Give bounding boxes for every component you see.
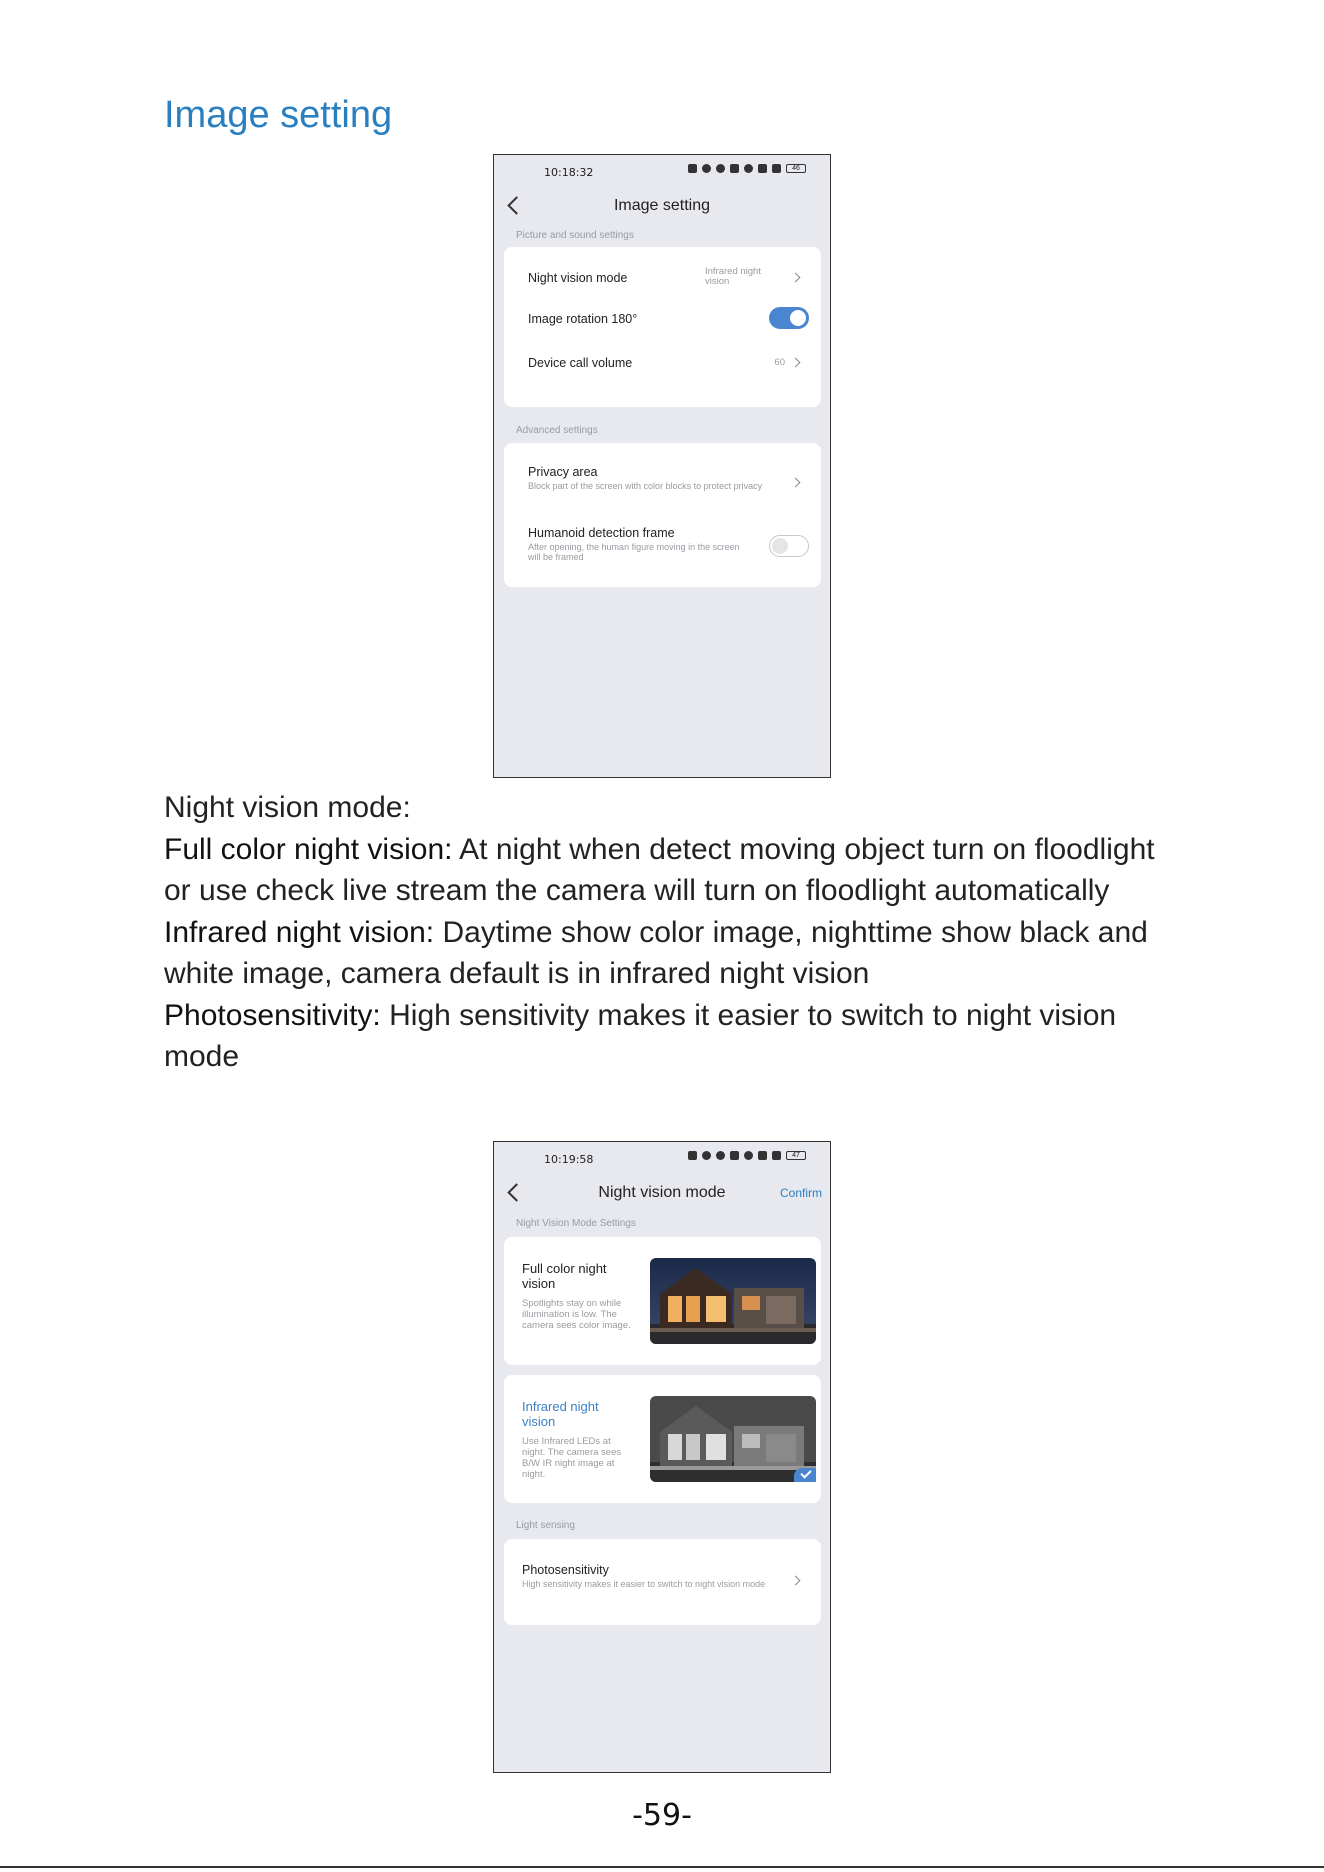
term: Full color night vision: [164, 832, 453, 866]
vibrate-icon [716, 164, 725, 173]
row-night-vision-mode[interactable] [504, 263, 821, 293]
option-infrared[interactable] [504, 1375, 821, 1503]
nav-bar [494, 189, 830, 225]
row-device-call-volume[interactable] [504, 351, 821, 381]
row-label: Image rotation 180° [528, 312, 638, 326]
body-heading: Night vision mode: [164, 791, 411, 824]
status-bar [494, 1142, 830, 1172]
humanoid-detection-toggle[interactable] [769, 535, 809, 557]
row-subtitle: After opening, the human figure moving in the screen will be framed [528, 542, 740, 562]
status-icons [688, 1151, 806, 1160]
chevron-right-icon [791, 1576, 801, 1586]
row-image-rotation [504, 307, 821, 337]
chevron-right-icon [791, 358, 801, 368]
section-label-picture-sound: Picture and sound settings [516, 230, 634, 241]
status-time: 10:19:58 [544, 1153, 594, 1166]
term: Infrared night vision: [164, 915, 435, 949]
chevron-right-icon [791, 273, 801, 283]
row-label: Device call volume [528, 356, 633, 370]
option-description: Spotlights stay on while illumination is low. The camera sees color image. [522, 1298, 631, 1331]
alarm-icon [702, 164, 711, 173]
battery-icon: 46 [786, 164, 806, 173]
nav-bar [494, 1176, 830, 1212]
page-title: Image setting [164, 94, 393, 136]
status-time: 10:18:32 [544, 166, 594, 179]
alarm-icon [702, 1151, 711, 1160]
option-full-color[interactable] [504, 1237, 821, 1365]
definition: Daytime show color image, nighttime show black and white image, camera default is in infrared night vision [164, 915, 1148, 990]
toggle-knob [772, 538, 788, 554]
advanced-settings-card [504, 443, 821, 587]
battery-icon: 47 [786, 1151, 806, 1160]
speed-icon [730, 164, 739, 173]
screen-title: Image setting [613, 197, 711, 214]
image-rotation-toggle[interactable] [769, 307, 809, 329]
bottom-rule [0, 1866, 1324, 1868]
toggle-knob [790, 310, 806, 326]
hd-icon [758, 1151, 767, 1160]
infrared-house-image [650, 1396, 816, 1482]
hd-icon [758, 164, 767, 173]
definition: High sensitivity makes it easier to switch to night vision mode [164, 998, 1117, 1073]
confirm-button[interactable]: Confirm [779, 1186, 822, 1200]
row-value: Infrared night vision [705, 266, 761, 287]
image-setting-screenshot [493, 154, 831, 778]
signal-icon [772, 1151, 781, 1160]
option-description: Use Infrared LEDs at night. The camera sees B/W IR night image at night. [522, 1436, 622, 1480]
row-label: Photosensitivity [522, 1563, 609, 1577]
row-label: Privacy area [528, 465, 598, 479]
picture-sound-card [504, 247, 821, 407]
option-title: Infrared night vision [522, 1399, 599, 1429]
row-privacy-area[interactable] [504, 465, 821, 509]
screen-title: Night vision mode [598, 1184, 726, 1201]
full-color-house-image [650, 1258, 816, 1344]
row-label: Humanoid detection frame [528, 526, 675, 540]
status-icons [688, 164, 806, 173]
status-bar [494, 155, 830, 185]
photosensitivity-card[interactable] [504, 1539, 821, 1625]
nfc-icon [688, 164, 697, 173]
row-label: Night vision mode [528, 271, 628, 285]
selected-check-icon [794, 1468, 816, 1482]
section-label-light-sensing: Light sensing [516, 1520, 575, 1531]
row-value: 60 [774, 357, 785, 368]
definition: At night when detect moving object turn on floodlight or use check live stream the camera will turn on floodlight automatically [164, 832, 1155, 907]
section-label-advanced: Advanced settings [516, 425, 598, 436]
signal-icon [772, 164, 781, 173]
night-vision-mode-screenshot [493, 1141, 831, 1773]
body-text [164, 787, 1184, 1078]
term: Photosensitivity: [164, 998, 381, 1032]
paragraph-full-color [164, 829, 1184, 912]
wifi-icon [744, 164, 753, 173]
page-number: -59- [632, 1798, 692, 1833]
row-humanoid-detection [504, 526, 821, 570]
chevron-right-icon [791, 478, 801, 488]
row-subtitle: Block part of the screen with color blocks to protect privacy [528, 481, 763, 491]
speed-icon [730, 1151, 739, 1160]
paragraph-infrared [164, 912, 1184, 995]
paragraph-photosensitivity [164, 995, 1184, 1078]
row-subtitle: High sensitivity makes it easier to switch to night vision mode [522, 1579, 766, 1589]
wifi-icon [744, 1151, 753, 1160]
vibrate-icon [716, 1151, 725, 1160]
option-title: Full color night vision [522, 1261, 607, 1291]
section-label-night-vision: Night Vision Mode Settings [516, 1218, 636, 1229]
nfc-icon [688, 1151, 697, 1160]
